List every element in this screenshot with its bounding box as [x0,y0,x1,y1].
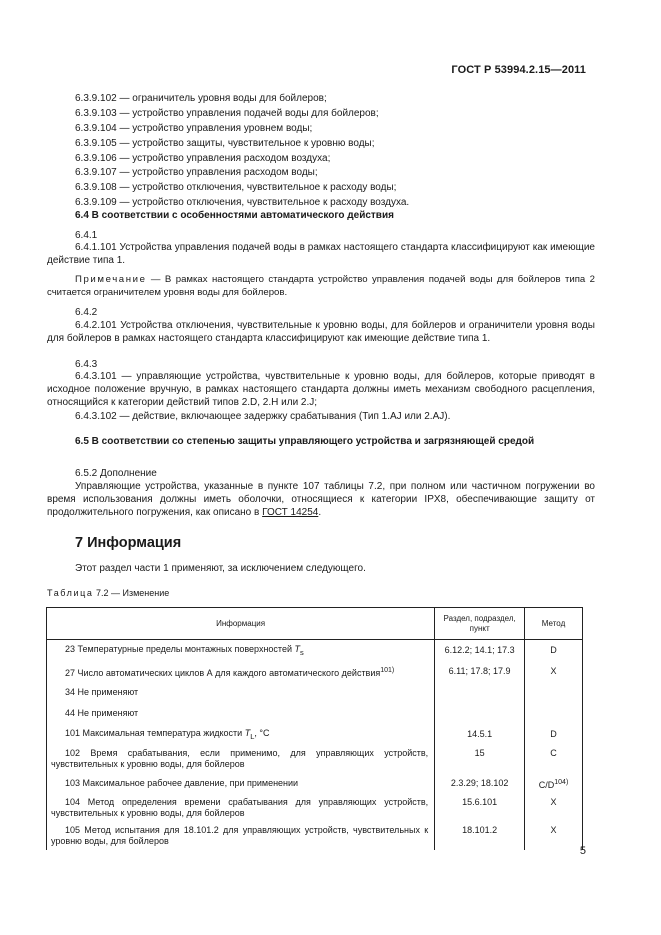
cell-info: 103 Максимальное рабочее давление, при применении [47,773,435,794]
table-row [47,745,583,773]
info-tail: , °С [254,727,270,738]
method-text: C/D [538,779,555,790]
gost-link[interactable]: ГОСТ 14254 [262,507,319,518]
definition-list [75,92,595,211]
list-item: 6.3.9.105 — устройство защиты, чувствительное к уровню воды; [75,137,375,149]
list-item: 6.3.9.104 — устройство управления уровнем воды; [75,122,313,134]
cell-info: 34 Не применяют [47,682,435,703]
cell-method: D [525,724,583,745]
cell-method: D [525,640,583,662]
standard-designation: ГОСТ Р 53994.2.15—2011 [451,64,586,76]
info-text: 23 Температурные пределы монтажных поверхностей [65,643,295,654]
list-item: 6.3.9.107 — устройство управления расходом воды; [75,167,318,179]
cell-info: 104 Метод определения времени срабатывания для управляющих устройств, чувствительных к уровню воды, для бойлеров [47,794,435,822]
note-label: Примечание [75,274,147,285]
footnote-ref: 101) [380,666,395,674]
cell-method: C [525,745,583,773]
cell-section: 6.11; 17.8; 17.9 [435,661,525,682]
cell-method [525,773,583,794]
note-text: — В рамках настоящего стандарта устройство управления подачей воды для бойлеров типа 2 считается ограничителем уровня воды для бойлеров. [47,274,595,298]
cell-section: 15 [435,745,525,773]
cell-info [47,661,435,682]
clause-6-4-1: 6.4.1 [75,230,98,241]
table-caption-rest: 7.2 — Изменение [93,588,170,598]
info-text: 27 Число автоматических циклов А для каждого автоматического действия [65,667,381,678]
table-row [47,773,583,794]
cell-section [435,682,525,703]
symbol: T [244,727,251,738]
list-item: 6.3.9.102 — ограничитель уровня воды для бойлеров; [75,93,327,104]
cell-info: 102 Время срабатывания, если применимо, для управляющих устройств, чувствительных к уровню воды, для бойлеров [47,745,435,773]
table-row [47,640,583,662]
cell-section: 2.3.29; 18.102 [435,773,525,794]
cell-info [47,640,435,662]
subscript: s [299,647,304,657]
table-caption [47,587,169,600]
clause-6-4-3-102: 6.4.3.102 — действие, включающее задержку срабатывания (Тип 1.AJ или 2.AJ). [75,411,451,422]
clause-6-4-3-101: 6.4.3.101 — управляющие устройства, чувствительные к уровню воды, для бойлеров, которые приводят в исходное положение вручную, в рамках настоящего стандарта должны иметь механизм свободного расцепления, относящийся к категории действий типов 2.D, 2.Н или 2.J; [47,371,595,408]
column-header-info: Информация [47,608,435,640]
cell-section: 15.6.101 [435,794,525,822]
cell-info: 105 Метод испытания для 18.101.2 для управляющих устройств, чувствительных к уровню воды, для бойлеров [47,822,435,850]
table-row [47,822,583,850]
clause-6-4-2: 6.4.2 [75,307,98,318]
clause-end: . [318,507,322,518]
subscript: L [250,731,255,741]
cell-method [525,682,583,703]
section-6-5-heading: 6.5 В соответствии со степенью защиты управляющего устройства и загрязняющей средой [75,436,535,447]
cell-section: 14.5.1 [435,724,525,745]
column-header-section: Раздел, подраздел, пункт [435,608,525,640]
table-row [47,682,583,703]
cell-section [435,703,525,724]
column-header-method: Метод [525,608,583,640]
cell-info: 44 Не применяют [47,703,435,724]
list-item: 6.3.9.109 — устройство отключения, чувствительное к расходу воздуха. [75,197,410,209]
section-7-heading: 7 Информация [75,535,182,551]
section-7-text: Этот раздел части 1 применяют, за исключением следующего. [75,563,366,574]
page-number: 5 [579,845,586,857]
clause-6-4-2-101: 6.4.2.101 Устройства отключения, чувствительные к уровню воды, для бойлеров и ограничители уровня воды для бойлеров в рамках настоящего стандарта классифицируют как имеющие действие типа 1. [47,320,595,344]
clause-6-4-3: 6.4.3 [75,359,98,370]
info-text: 101 Максимальная температура жидкости [65,727,245,738]
cell-method: X [525,794,583,822]
list-item: 6.3.9.108 — устройство отключения, чувствительное к расходу воды; [75,182,397,194]
table-row [47,703,583,724]
cell-section: 18.101.2 [435,822,525,850]
cell-section: 6.12.2; 14.1; 17.3 [435,640,525,662]
footnote-ref: 104) [554,778,569,786]
symbol: T [294,643,300,654]
note [47,274,595,299]
clause-6-5-2: 6.5.2 Дополнение [75,468,157,479]
cell-method [525,703,583,724]
clause-6-4-1-101: 6.4.1.101 Устройства управления подачей воды в рамках настоящего стандарта классифицируют как имеющие действие типа 1. [47,242,595,266]
clause-6-5-2-text [47,480,595,519]
list-item: 6.3.9.106 — устройство управления расходом воздуха; [75,152,331,164]
table-row [47,724,583,745]
table-row [47,661,583,682]
cell-method: X [525,661,583,682]
cell-info [47,724,435,745]
cell-method: X [525,822,583,850]
list-item: 6.3.9.103 — устройство управления подачей воды для бойлеров; [75,107,379,119]
table-caption-label: Таблица [47,588,94,598]
table-7-2 [46,607,583,850]
table-row [47,794,583,822]
clause-text: Управляющие устройства, указанные в пункте 107 таблицы 7.2, при полном или частичном погружении во время использования должны иметь оболочки, относящиеся к категории IPX8, обеспечивающие защиту от продолжительного погружения, как описано в [47,481,595,518]
section-6-4-heading: 6.4 В соответствии с особенностями автоматического действия [75,210,394,221]
